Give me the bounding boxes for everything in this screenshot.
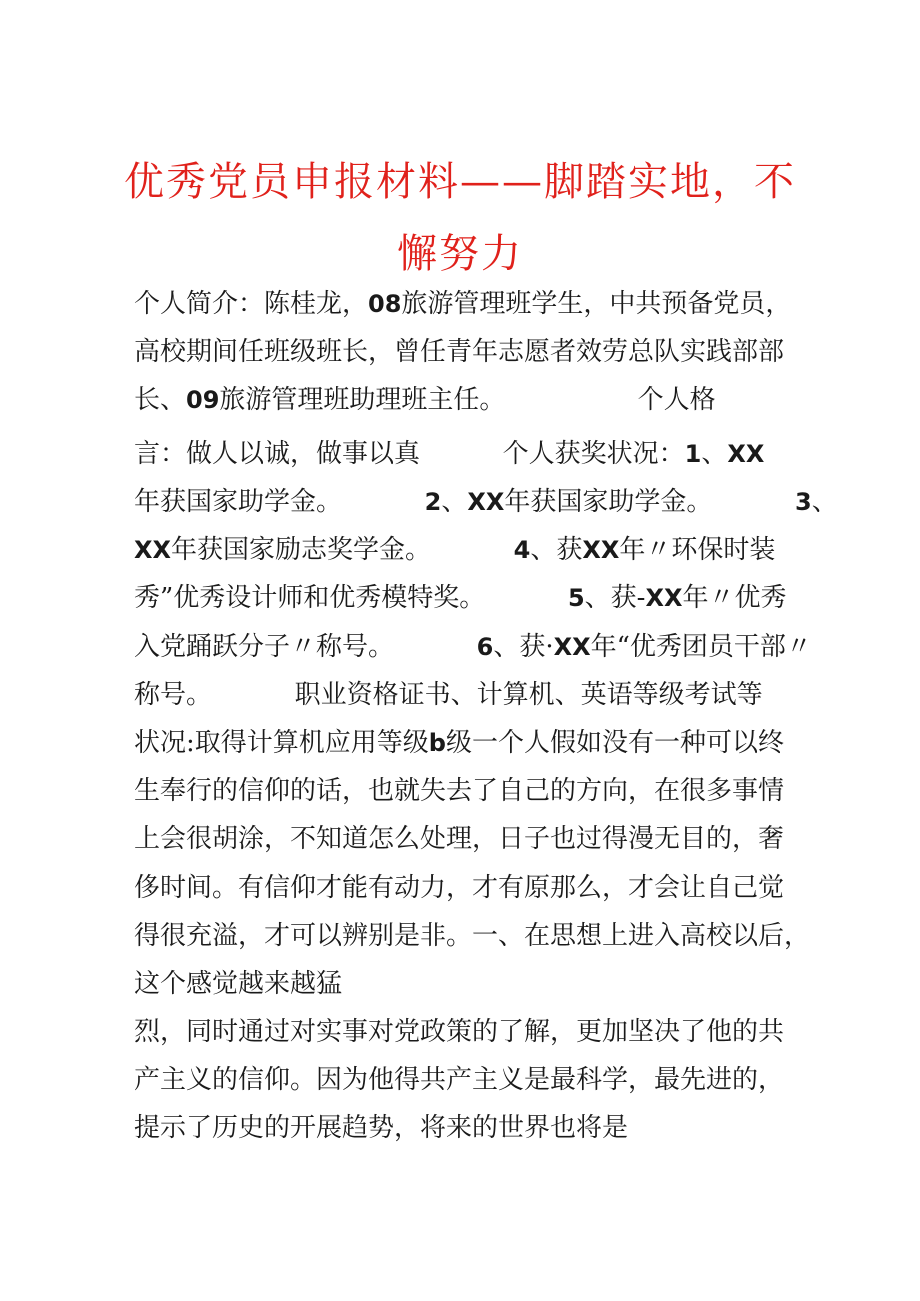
body-line: 上会很胡涂，不知道怎么处理，日子也过得漫无目的，奢 [134, 824, 785, 854]
body-line: 产主义的信仰。因为他得共产主义是最科学，最先进的， [134, 1065, 785, 1095]
document-title-line-2: 懈努力 [397, 231, 523, 277]
body-line: 入党踊跃分子〃称号。 6、获·XX年“优秀团员干部〃 [134, 632, 812, 662]
body-line: 言：做人以诚，做事以真 个人获奖状况：1、XX [134, 439, 765, 469]
body-line: 个人简介：陈桂龙，08旅游管理班学生，中共预备党员， [134, 289, 792, 319]
body-line: 秀”优秀设计师和优秀模特奖。 5、获-XX年〃优秀 [134, 583, 787, 613]
body-line: 侈时间。有信仰才能有动力，才有原那么，才会让自己觉 [134, 873, 785, 903]
body-line: 称号。 职业资格证书、计算机、英语等级考试等 [134, 680, 763, 710]
body-line: 烈，同时通过对实事对党政策的了解，更加坚决了他的共 [134, 1017, 785, 1047]
body-line: 年获国家助学金。 2、XX年获国家助学金。 3、 [134, 487, 838, 517]
body-line: 得很充溢，才可以辨别是非。一、在思想上进入高校以后， [134, 921, 811, 951]
body-line: 提示了历史的开展趋势，将来的世界也将是 [134, 1113, 629, 1143]
body-line: 生奉行的信仰的话，也就失去了自己的方向，在很多事情 [134, 776, 785, 806]
body-line: 高校期间任班级班长，曾任青年志愿者效劳总队实践部部 [134, 337, 785, 367]
body-line: 这个感觉越来越猛 [134, 969, 343, 999]
document-title-line-1: 优秀党员申报材料——脚踏实地，不 [124, 159, 796, 205]
body-line: 长、09旅游管理班助理班主任。 个人格 [134, 385, 716, 415]
body-line: 状况:取得计算机应用等级b级一个人假如没有一种可以终 [134, 728, 784, 758]
body-line: XX年获国家励志奖学金。 4、获XX年〃环保时装 [134, 535, 776, 565]
